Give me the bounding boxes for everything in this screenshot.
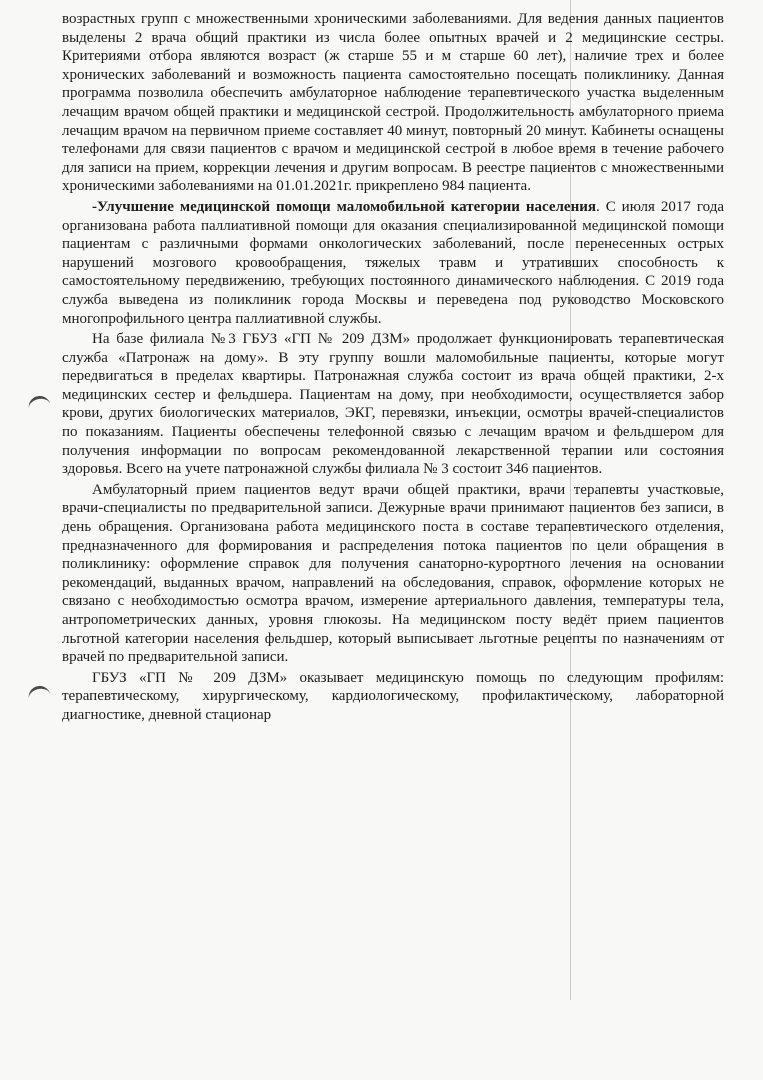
punch-hole-mark-icon <box>27 684 52 703</box>
document-body <box>62 10 724 725</box>
paragraph-heading: -Улучшение медицинской помощи маломобильной категории населения <box>92 198 596 215</box>
paragraph-chronic-patients: возрастных групп с множественными хроническими заболеваниями. Для ведения данных пациентов выделены 2 врача общий практики из числа более опытных врачей и 2 медицинские сестры. Критериями отбора являются возраст (ж старше 55 и м старше 60 лет), наличие трех и более хронических заболеваний и возможность пациента самостоятельно посещать поликлинику. Данная программа позволила обеспечить амбулаторное наблюдение терапевтического участка выделенным лечащим врачом общей практики и медицинской сестрой. Продолжительность амбулаторного приема лечащим врачом на первичном приеме составляет 40 минут, повторный 20 минут. Кабинеты оснащены телефонами для связи пациентов с врачом и медицинской сестрой в любое время в течение рабочего для записи на прием, коррекции лечения и другим вопросам. В реестре пациентов с множественными хроническими заболеваниями на 01.01.2021г. прикреплено 984 пациента. <box>62 11 724 195</box>
paragraph-low-mobility <box>62 198 724 328</box>
paragraph-text: . С июля 2017 года организована работа паллиативной помощи для оказания специализированной медицинской помощи пациентам с различными формами онкологических заболеваний, после перенесенных острых нарушений мозгового кровообращения, тяжелых травм и утративших способность к самостоятельному передвижению, требующих постоянного динамического наблюдения. С 2019 года служба выведена из поликлиник города Москвы и переведена под руководство Московского многопрофильного центра паллиативной службы. <box>62 198 725 327</box>
paragraph-outpatient-reception: Амбулаторный прием пациентов ведут врачи общей практики, врачи терапевты участковые, врачи-специалисты по предварительной записи. Дежурные врачи принимают пациентов без записи, в день обращения. Организована работа медицинского поста в составе терапевтического отделения, предназначенного для формирования и распределения потока пациентов по цели обращения в поликлинику: оформление справок для получения санаторно-курортного лечения на основании рекомендаций, выданных врачом, направлений на обследования, справок, оформление которых не связано с необходимостью осмотра врачом, измерение артериального давления, температуры тела, антропометрических данных, уровня глюкозы. На медицинском посту ведёт прием пациентов льготной категории населения фельдшер, который выписывает льготные рецепты по назначениям от врачей по предварительной записи. <box>62 481 724 666</box>
paragraph-profiles: ГБУЗ «ГП № 209 ДЗМ» оказывает медицинскую помощь по следующим профилям: терапевтическому, хирургическому, кардиологическому, профилактическому, лабораторной диагностике, дневной стационар <box>62 669 724 723</box>
punch-hole-mark-icon <box>27 394 52 413</box>
paragraph-home-patronage: На базе филиала №3 ГБУЗ «ГП № 209 ДЗМ» продолжает функционировать терапевтическая служба «Патронаж на дому». В эту группу вошли маломобильные пациенты, которые могут передвигаться в пределах квартиры. Патронажная служба состоит из врача общей практики, 2-х медицинских сестер и фельдшера. Пациентам на дому, при необходимости, осуществляется забор крови, других биологических материалов, ЭКГ, перевязки, инъекции, осмотры врачей-специалистов по показаниям. Пациенты обеспечены телефонной связью с лечащим врачом и фельдшером для получения информации по вопросам рекомендованной лекарственной терапии или состояния здоровья. Всего на учете патронажной службы филиала № 3 состоит 346 пациентов. <box>62 331 724 478</box>
